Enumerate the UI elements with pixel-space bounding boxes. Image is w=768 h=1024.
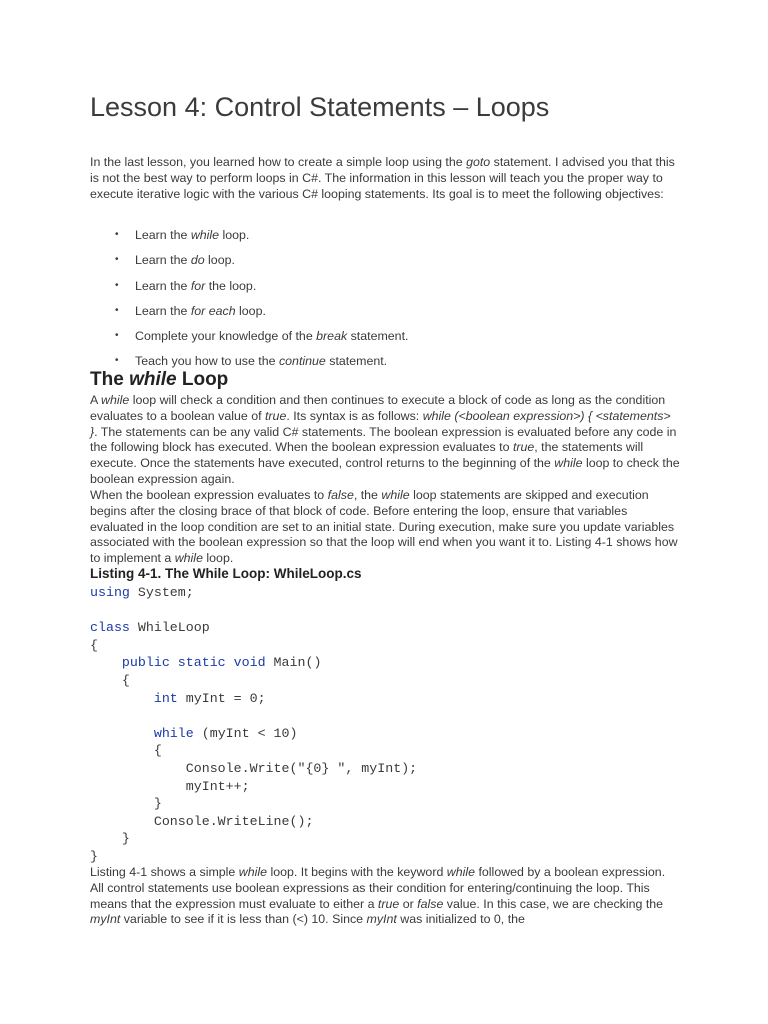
body-text: loop will check a condition and then continues to execute a block of code as long as the condition evaluates to a boolean value of — [90, 393, 666, 423]
term: false — [417, 896, 444, 911]
objective-text: Teach you how to use the — [135, 354, 279, 369]
syntax-term: while (<boolean expression>) { <statements> } — [90, 408, 671, 439]
code-indent — [90, 726, 154, 741]
term: true — [264, 408, 287, 423]
code-indent — [90, 691, 154, 706]
objective-term: break — [316, 329, 348, 344]
body-text: . The statements can be any valid C# statements. The boolean expression is evaluated before any code in the following block has executed. When the boolean expression evaluates to — [90, 424, 677, 455]
objective-term: continue — [278, 354, 326, 369]
body-text: loop. It begins with the keyword — [267, 865, 447, 879]
body-text: When the boolean expression evaluates to — [90, 488, 328, 502]
body-text: variable to see if it is less than (<) 10. Since — [120, 912, 367, 927]
body-text: loop to check the boolean expression again. — [90, 456, 680, 486]
code-keyword: using — [90, 585, 130, 600]
objective-item — [90, 251, 408, 276]
objective-text: Learn the — [135, 253, 191, 268]
objective-term: while — [190, 228, 220, 242]
term: false — [327, 488, 354, 502]
intro-text-cont: statement. I advised you that this is not the best way to perform loops in C#. The information in this lesson will teach you the proper way to execute iterative logic with the various C# looping statements. Its goal is to meet the following objectives: — [90, 155, 675, 201]
bullet-icon: • — [115, 355, 119, 367]
objective-text: Learn the — [135, 303, 191, 318]
bullet-icon: • — [115, 229, 119, 240]
code-keyword: while — [153, 725, 194, 741]
code-text: myInt++; — [90, 778, 250, 794]
objective-text: the loop. — [205, 278, 257, 293]
while-paragraph-1 — [90, 393, 680, 488]
objective-term: do — [190, 253, 205, 268]
code-text: { — [90, 743, 162, 759]
body-text: loop statements are skipped and execution begins after the closing brace of that block of code. Before entering the loop, ensure that variables evaluated in the loop condition are set to an initial state. During execution, make sure you update variables associated with the boolean expression so that the loop will end when you want it to. Listing 4-1 shows how to implement a — [90, 488, 678, 566]
term: while — [446, 865, 476, 879]
objective-term: for — [190, 278, 206, 293]
objective-text: loop. — [219, 228, 250, 242]
body-text: value. In this case, we are checking the — [443, 896, 664, 911]
code-keyword: public static void — [121, 655, 266, 671]
intro-goto-term: goto — [466, 155, 491, 169]
objective-item — [90, 226, 408, 251]
code-listing — [90, 584, 417, 866]
code-text: } — [90, 848, 98, 864]
bullet-icon: • — [115, 330, 119, 342]
objectives-list — [90, 226, 408, 378]
objective-item — [90, 277, 408, 302]
term: while — [174, 551, 203, 566]
body-text: loop. — [202, 551, 234, 566]
objective-term: for each — [190, 303, 236, 318]
explanation-paragraph — [90, 865, 680, 928]
bullet-icon: • — [115, 304, 119, 316]
body-text: was initialized to 0, the — [396, 912, 525, 927]
code-text: Console.WriteLine(); — [90, 813, 314, 829]
term: true — [512, 440, 535, 455]
objective-text: loop. — [204, 253, 235, 268]
code-keyword: int — [153, 690, 178, 706]
code-text: System; — [129, 585, 194, 600]
term: while — [238, 865, 268, 879]
code-text: myInt = 0; — [177, 690, 266, 706]
code-indent — [90, 655, 122, 670]
page-title: Lesson 4: Control Statements – Loops — [90, 92, 550, 122]
body-text: Listing 4-1 shows a simple — [90, 865, 239, 879]
body-text: . Its syntax is as follows: — [286, 408, 423, 423]
objective-item — [90, 302, 408, 327]
term: while — [381, 488, 410, 502]
heading-term: while — [129, 369, 177, 390]
objective-text: Complete your knowledge of the — [135, 329, 317, 344]
term: myInt — [90, 912, 121, 927]
code-keyword: class — [90, 620, 130, 636]
term: myInt — [366, 912, 397, 927]
body-text: or — [399, 896, 418, 911]
listing-title: Listing 4-1. The While Loop: WhileLoop.cs — [90, 566, 362, 581]
bullet-icon: • — [115, 279, 119, 291]
heading-text: The — [90, 369, 130, 390]
while-section-heading — [90, 369, 228, 391]
objective-item — [90, 327, 408, 352]
code-text: (myInt < 10) — [193, 725, 298, 741]
body-text: , the statements will execute. Once the statements have executed, control returns to the beginning of the — [90, 440, 644, 471]
objective-text: Learn the — [135, 278, 191, 293]
code-text: Console.Write("{0} ", myInt); — [90, 760, 418, 776]
body-text: followed by a boolean expression. All control statements use boolean expressions as their condition for entering/continuing the loop. This means that the expression must evaluate to either a — [90, 865, 666, 911]
objective-text: Learn the — [135, 228, 191, 242]
objective-text: loop. — [235, 303, 266, 318]
intro-paragraph — [90, 155, 680, 202]
intro-text: In the last lesson, you learned how to create a simple loop using the — [90, 155, 467, 169]
objective-text: statement. — [325, 354, 388, 369]
body-text: A — [90, 393, 102, 407]
term: true — [377, 896, 400, 911]
bullet-icon: • — [115, 254, 119, 266]
body-text: , the — [353, 488, 382, 502]
code-text: Main() — [265, 655, 322, 671]
code-text: WhileLoop — [129, 620, 210, 636]
code-text: { — [90, 637, 98, 653]
code-text: } — [90, 831, 130, 847]
code-text: { — [90, 672, 130, 688]
code-text: } — [90, 796, 162, 812]
heading-text: Loop — [176, 369, 229, 390]
objective-text: statement. — [347, 329, 409, 344]
term: while — [101, 393, 130, 407]
while-paragraph-2 — [90, 488, 680, 567]
term: while — [554, 456, 583, 471]
